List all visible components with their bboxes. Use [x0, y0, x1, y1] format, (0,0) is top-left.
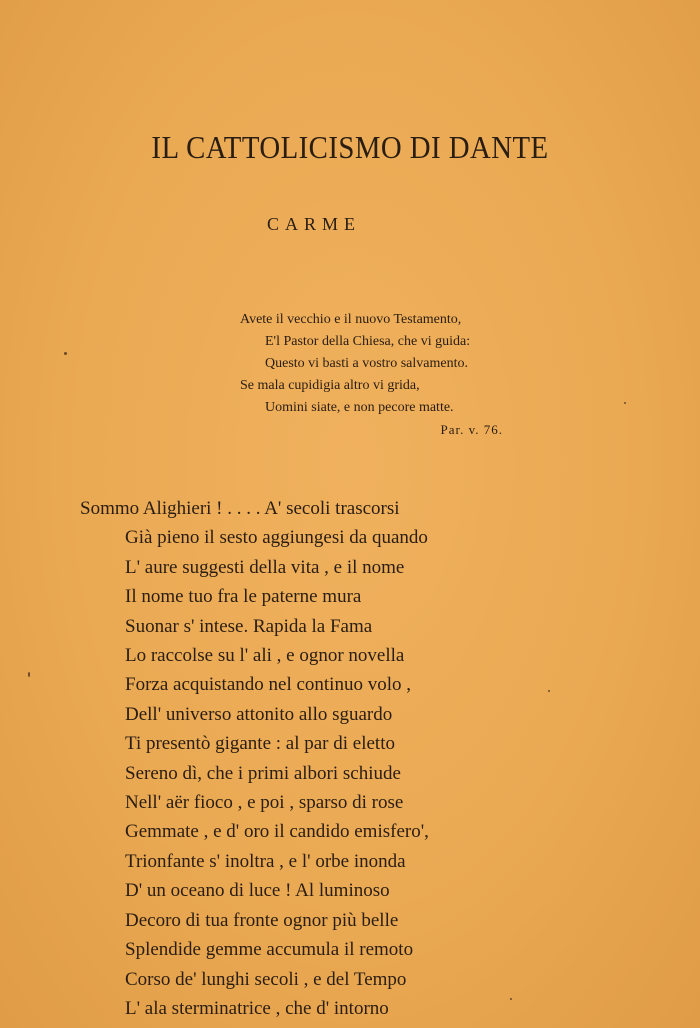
paper-speck	[28, 672, 30, 677]
poem-line: D' un oceano di luce ! Al luminoso	[125, 880, 390, 902]
poem-body	[80, 494, 429, 1023]
poem-line: Il nome tuo fra le paterne mura	[125, 586, 362, 608]
poem-line: Trionfante s' inoltra , e l' orbe inonda	[125, 850, 406, 872]
epigraph-line: Questo vi basti a vostro salvamento.	[265, 356, 468, 371]
paper-speck	[510, 998, 512, 1000]
epigraph-line: Avete il vecchio e il nuovo Testamento,	[240, 312, 462, 327]
poem-line: Sereno dì, che i primi albori schiude	[125, 762, 401, 784]
epigraph-line: Uomini siate, e non pecore matte.	[265, 400, 454, 415]
poem-line: L' aure suggesti della vita , e il nome	[125, 556, 405, 578]
poem-line: Nell' aër fioco , e poi , sparso di rose	[125, 792, 404, 814]
paper-speck	[548, 690, 550, 692]
poem-line: Sommo Alighieri ! . . . . A' secoli trascorsi	[80, 498, 400, 519]
paper-speck	[64, 352, 67, 355]
poem-line: Corso de' lunghi secoli , e del Tempo	[125, 968, 407, 990]
poem-line: Splendide gemme accumula il remoto	[125, 939, 414, 961]
poem-line: Dell' universo attonito allo sguardo	[125, 703, 393, 725]
paper-speck	[624, 402, 626, 404]
poem-line: Decoro di tua fronte ognor più belle	[125, 909, 399, 931]
poem-line: Lo raccolse su l' ali , e ognor novella	[125, 645, 405, 667]
page-title: IL CATTOLICISMO DI DANTE	[151, 129, 549, 166]
epigraph-line: E'l Pastor della Chiesa, che vi guida:	[265, 334, 471, 349]
page-subtitle: CARME	[266, 214, 361, 234]
poem-line: L' ala sterminatrice , che d' intorno	[125, 997, 389, 1019]
epigraph-citation: Par. v. 76.	[440, 422, 503, 437]
poem-line: Già pieno il sesto aggiungesi da quando	[125, 527, 428, 549]
poem-line: Forza acquistando nel continuo volo ,	[125, 674, 411, 696]
epigraph-line: Se mala cupidigia altro vi grida,	[240, 378, 420, 393]
poem-line: Suonar s' intese. Rapida la Fama	[125, 615, 373, 637]
poem-line: Ti presentò gigante : al par di eletto	[125, 733, 395, 755]
poem-line: Gemmate , e d' oro il candido emisfero',	[125, 821, 429, 843]
epigraph	[240, 309, 503, 441]
